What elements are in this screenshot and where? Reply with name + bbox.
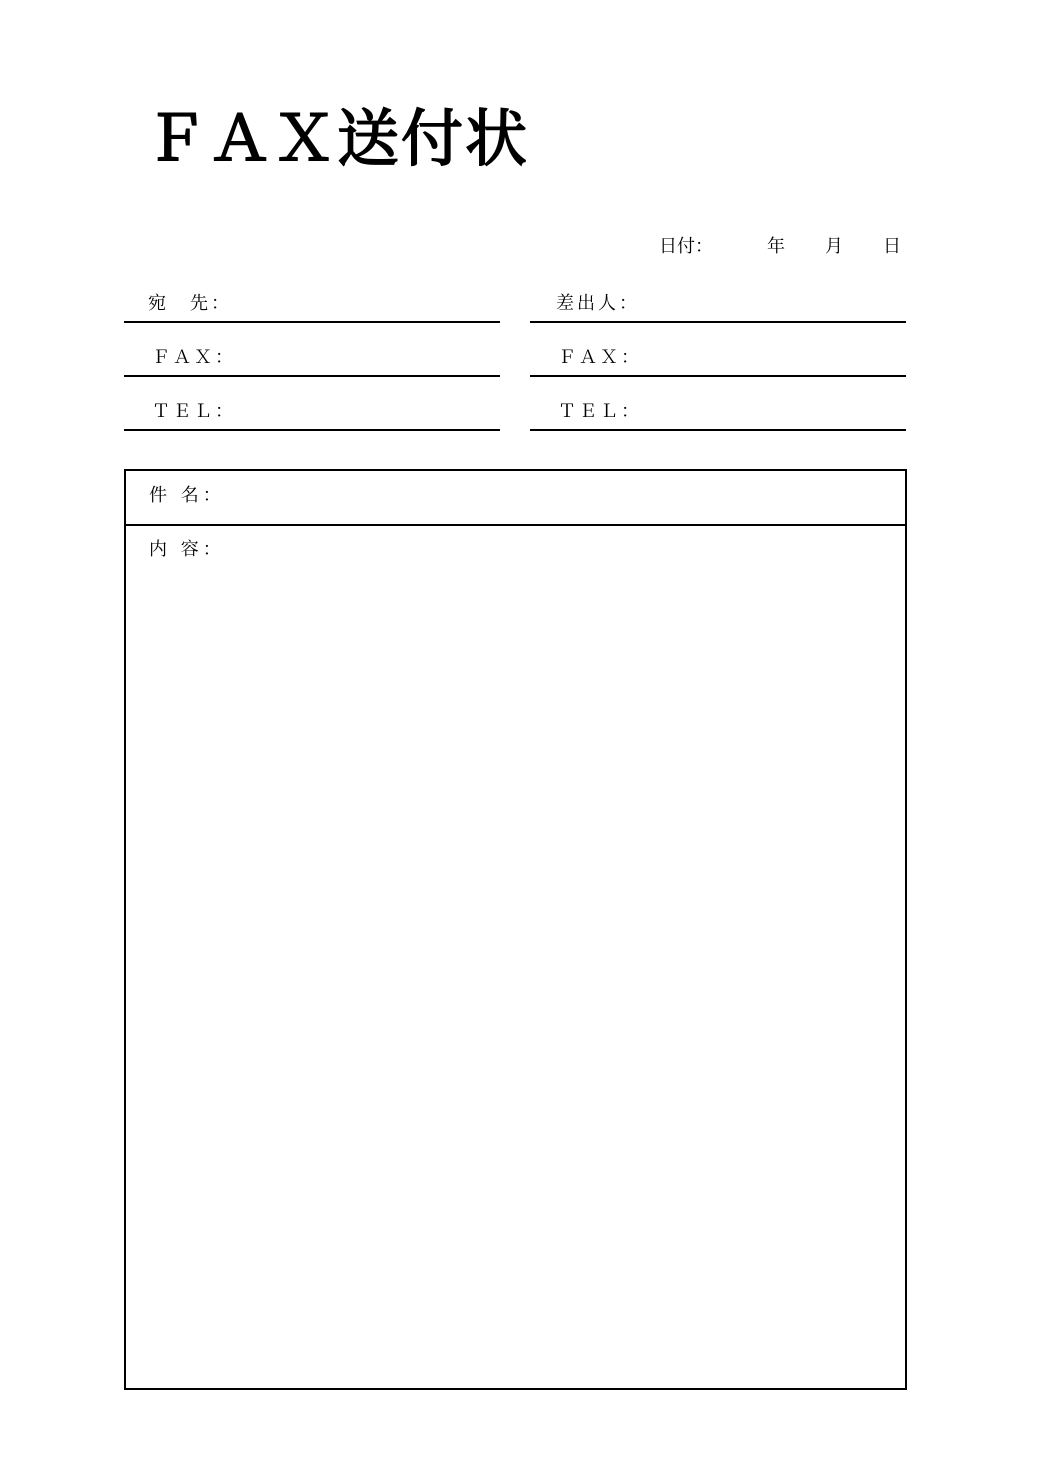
date-day-unit: 日 bbox=[883, 236, 901, 257]
date-month-unit: 月 bbox=[825, 236, 843, 257]
recipient-name-label: 宛 先： bbox=[148, 293, 232, 314]
subject-field[interactable] bbox=[126, 471, 905, 526]
document-title: ＦＡＸ送付状 bbox=[145, 102, 530, 175]
recipient-tel-label: ＴＥＬ： bbox=[152, 401, 236, 422]
sender-fax-label: ＦＡＸ： bbox=[558, 347, 642, 368]
sender-tel-label: ＴＥＬ： bbox=[558, 401, 642, 422]
subject-label: 件 名： bbox=[149, 485, 225, 506]
date-label: 日付： bbox=[659, 236, 713, 257]
sender-tel-field[interactable] bbox=[530, 401, 906, 431]
sender-name-field[interactable] bbox=[530, 293, 906, 323]
recipient-fax-field[interactable] bbox=[124, 347, 500, 377]
message-box bbox=[124, 469, 907, 1390]
recipient-tel-field[interactable] bbox=[124, 401, 500, 431]
content-label: 内 容： bbox=[149, 539, 225, 560]
recipient-name-field[interactable] bbox=[124, 293, 500, 323]
sender-fax-field[interactable] bbox=[530, 347, 906, 377]
recipient-fax-label: ＦＡＸ： bbox=[152, 347, 236, 368]
sender-name-label: 差出人： bbox=[556, 293, 640, 314]
content-field[interactable] bbox=[126, 526, 905, 1388]
date-year-unit: 年 bbox=[767, 236, 785, 257]
